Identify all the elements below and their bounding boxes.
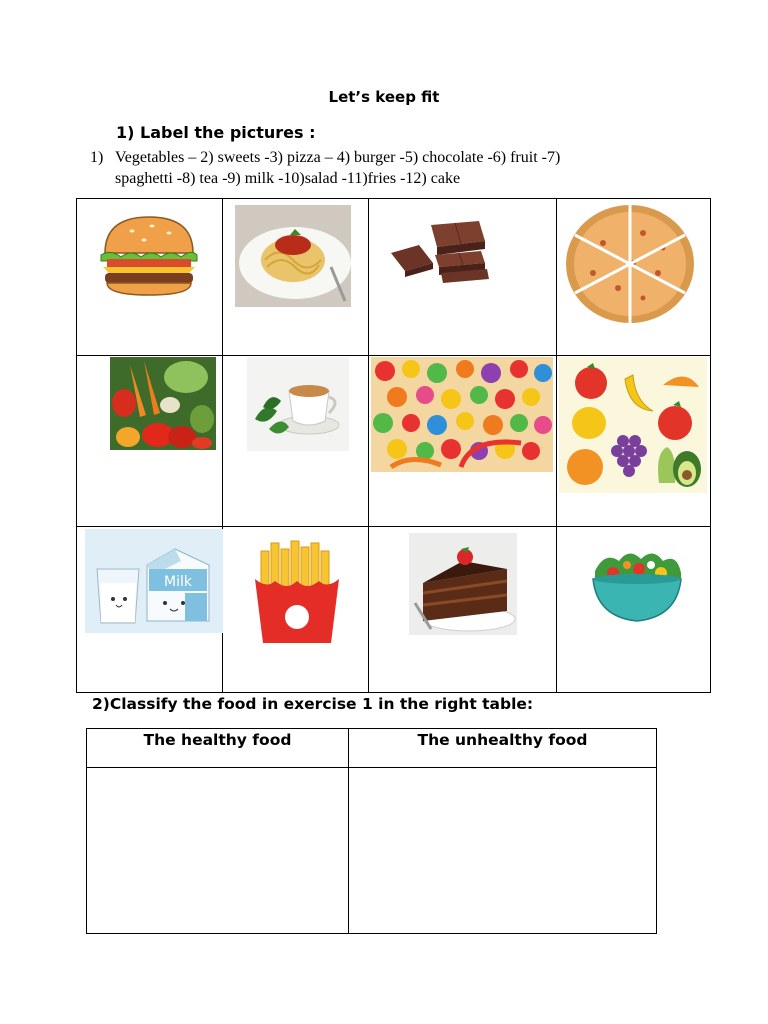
exercise-2-heading: 2)Classify the food in exercise 1 in the right table: — [92, 695, 534, 713]
exercise-1-heading: 1) Label the pictures : — [116, 123, 316, 142]
word-list-number: 1) — [90, 149, 104, 166]
word-list-line-2: spaghetti -8) tea -9) milk -10)salad -11)fries -12) cake — [115, 170, 461, 187]
pizza-icon — [563, 203, 697, 325]
unhealthy-food-header: The unhealthy food — [349, 729, 657, 768]
tea-icon — [247, 357, 349, 451]
healthy-food-answer-cell[interactable] — [87, 768, 349, 934]
page-title: Let’s keep fit — [328, 88, 440, 106]
fruit-icon — [559, 357, 707, 493]
picture-cell-milk[interactable] — [77, 527, 223, 693]
salad-icon — [589, 547, 685, 629]
healthy-food-header: The healthy food — [87, 729, 349, 768]
picture-grid — [76, 198, 711, 693]
chocolate-icon — [389, 219, 493, 285]
spaghetti-icon — [235, 205, 351, 307]
word-list — [90, 147, 710, 189]
milk-carton-label: Milk — [164, 574, 192, 590]
fries-icon — [253, 539, 341, 647]
picture-cell-salad[interactable] — [557, 527, 711, 693]
picture-cell-sweets[interactable] — [369, 356, 557, 527]
picture-cell-fruit[interactable] — [557, 356, 711, 527]
picture-cell-chocolate[interactable] — [369, 199, 557, 356]
picture-cell-tea[interactable] — [223, 356, 369, 527]
unhealthy-food-answer-cell[interactable] — [349, 768, 657, 934]
picture-cell-fries[interactable] — [223, 527, 369, 693]
picture-cell-pizza[interactable] — [557, 199, 711, 356]
picture-cell-burger[interactable] — [77, 199, 223, 356]
classification-table — [86, 728, 657, 934]
word-list-line-1: Vegetables – 2) sweets -3) pizza – 4) burger -5) chocolate -6) fruit -7) — [115, 149, 561, 166]
picture-cell-spaghetti[interactable] — [223, 199, 369, 356]
picture-cell-cake[interactable] — [369, 527, 557, 693]
vegetables-icon — [110, 357, 216, 450]
sweets-icon — [371, 357, 553, 472]
picture-cell-vegetables[interactable] — [77, 356, 223, 527]
cake-icon — [409, 533, 517, 635]
burger-icon — [97, 213, 201, 297]
milk-icon — [85, 529, 223, 633]
